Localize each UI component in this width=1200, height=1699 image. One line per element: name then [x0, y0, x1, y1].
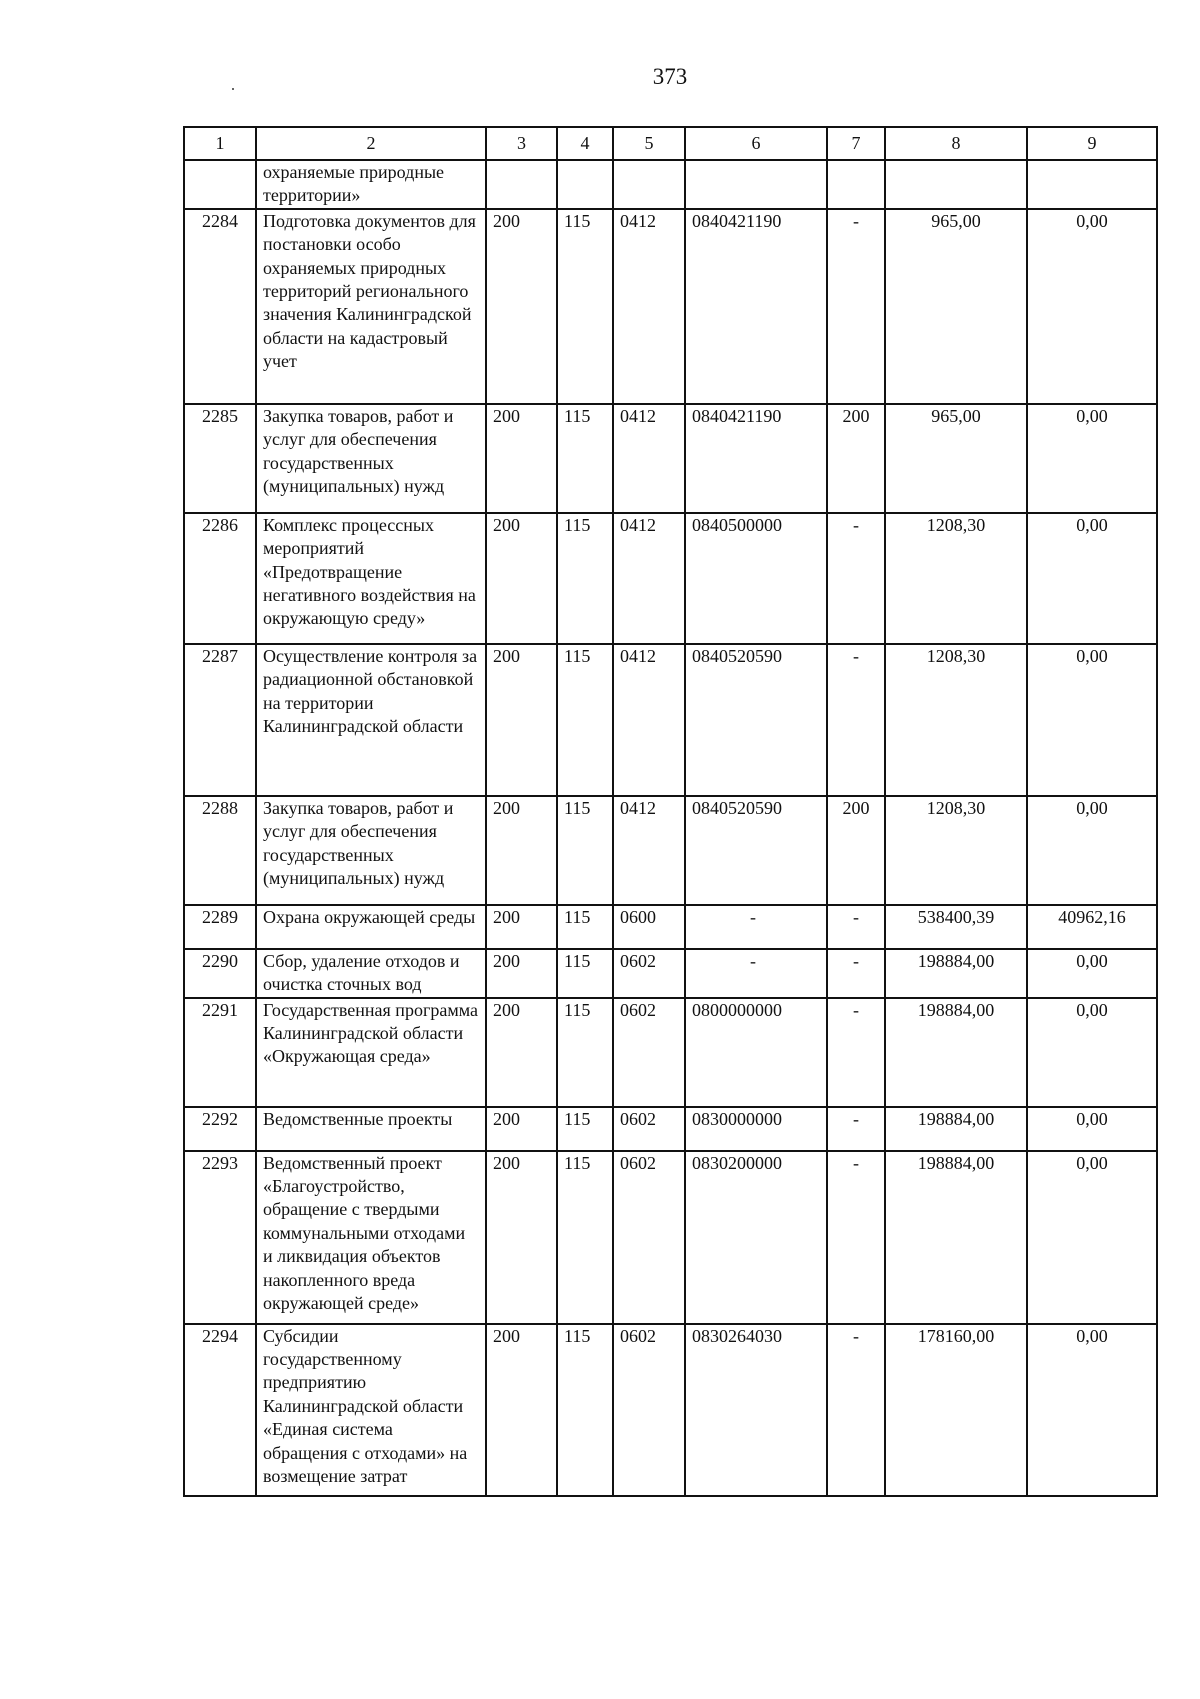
cell-num: 2287: [184, 644, 256, 796]
cell-c5: 0602: [613, 1107, 685, 1151]
table-row: [184, 796, 1157, 905]
cell-c6: 0840421190: [685, 209, 827, 404]
cell-c8: 198884,00: [885, 998, 1027, 1107]
cell-c6: 0830200000: [685, 1151, 827, 1324]
cell-c5: [613, 160, 685, 209]
cell-name: Ведомственный проект «Благоустройство, обращение с твердыми коммунальными отходами и ликвидация объектов накопленного вреда окружающей среде»: [256, 1151, 486, 1324]
cell-c7: -: [827, 513, 885, 644]
table-row: [184, 209, 1157, 404]
cell-c4: 115: [557, 1107, 613, 1151]
cell-c5: 0412: [613, 644, 685, 796]
cell-c8: 965,00: [885, 404, 1027, 513]
cell-c7: -: [827, 998, 885, 1107]
cell-num: 2292: [184, 1107, 256, 1151]
cell-c3: 200: [486, 905, 557, 949]
cell-c6: 0830264030: [685, 1324, 827, 1496]
header-cell-4: 4: [557, 127, 613, 160]
cell-c6: -: [685, 905, 827, 949]
table-row: [184, 404, 1157, 513]
table-row: [184, 513, 1157, 644]
cell-c9: 0,00: [1027, 209, 1157, 404]
cell-c5: 0602: [613, 998, 685, 1107]
cell-c4: 115: [557, 1324, 613, 1496]
table-body: [184, 127, 1157, 1496]
cell-name: Закупка товаров, работ и услуг для обеспечения государственных (муниципальных) нужд: [256, 404, 486, 513]
cell-c6: 0840500000: [685, 513, 827, 644]
header-cell-2: 2: [256, 127, 486, 160]
cell-name: Закупка товаров, работ и услуг для обеспечения государственных (муниципальных) нужд: [256, 796, 486, 905]
cell-num: 2293: [184, 1151, 256, 1324]
cell-c3: [486, 160, 557, 209]
cell-c3: 200: [486, 1107, 557, 1151]
header-row: [184, 127, 1157, 160]
table-row: [184, 1151, 1157, 1324]
header-cell-7: 7: [827, 127, 885, 160]
cell-c8: [885, 160, 1027, 209]
cell-c4: 115: [557, 209, 613, 404]
header-cell-9: 9: [1027, 127, 1157, 160]
table-row: [184, 949, 1157, 998]
cell-c4: 115: [557, 998, 613, 1107]
cell-c6: 0840520590: [685, 644, 827, 796]
cell-name: Субсидии государственному предприятию Калининградской области «Единая система обращения с отходами» на возмещение затрат: [256, 1324, 486, 1496]
cell-c4: [557, 160, 613, 209]
cell-c9: [1027, 160, 1157, 209]
cell-c6: 0840421190: [685, 404, 827, 513]
header-cell-6: 6: [685, 127, 827, 160]
cell-c9: 0,00: [1027, 1151, 1157, 1324]
cell-c8: 198884,00: [885, 949, 1027, 998]
cell-name: Сбор, удаление отходов и очистка сточных вод: [256, 949, 486, 998]
table-row: [184, 160, 1157, 209]
cell-c8: 198884,00: [885, 1107, 1027, 1151]
cell-num: 2288: [184, 796, 256, 905]
cell-c7: -: [827, 1151, 885, 1324]
cell-c4: 115: [557, 513, 613, 644]
cell-c6: 0800000000: [685, 998, 827, 1107]
cell-name: Ведомственные проекты: [256, 1107, 486, 1151]
cell-c3: 200: [486, 949, 557, 998]
cell-c4: 115: [557, 796, 613, 905]
cell-c3: 200: [486, 209, 557, 404]
cell-c9: 0,00: [1027, 404, 1157, 513]
cell-c9: 0,00: [1027, 1107, 1157, 1151]
cell-c5: 0602: [613, 949, 685, 998]
cell-c3: 200: [486, 513, 557, 644]
cell-c8: 965,00: [885, 209, 1027, 404]
cell-name: Осуществление контроля за радиационной обстановкой на территории Калининградской области: [256, 644, 486, 796]
cell-c4: 115: [557, 644, 613, 796]
table-row: [184, 998, 1157, 1107]
cell-c7: -: [827, 209, 885, 404]
header-cell-1: 1: [184, 127, 256, 160]
cell-c3: 200: [486, 796, 557, 905]
cell-c4: 115: [557, 949, 613, 998]
cell-name: охраняемые природные территории»: [256, 160, 486, 209]
table-row: [184, 1107, 1157, 1151]
cell-num: 2291: [184, 998, 256, 1107]
cell-num: 2284: [184, 209, 256, 404]
header-cell-5: 5: [613, 127, 685, 160]
cell-name: Государственная программа Калининградской области «Окружающая среда»: [256, 998, 486, 1107]
cell-name: Подготовка документов для постановки особо охраняемых природных территорий регионального значения Калининградской области на кадастровый учет: [256, 209, 486, 404]
scan-speck: [232, 88, 234, 90]
cell-name: Охрана окружающей среды: [256, 905, 486, 949]
cell-c8: 1208,30: [885, 796, 1027, 905]
cell-c5: 0602: [613, 1151, 685, 1324]
cell-c6: 0830000000: [685, 1107, 827, 1151]
cell-num: 2286: [184, 513, 256, 644]
cell-c6: -: [685, 949, 827, 998]
cell-c4: 115: [557, 1151, 613, 1324]
cell-c9: 0,00: [1027, 949, 1157, 998]
cell-num: 2290: [184, 949, 256, 998]
cell-c7: -: [827, 1324, 885, 1496]
cell-c9: 0,00: [1027, 1324, 1157, 1496]
cell-c9: 0,00: [1027, 513, 1157, 644]
cell-c3: 200: [486, 1151, 557, 1324]
cell-c9: 0,00: [1027, 998, 1157, 1107]
cell-c7: -: [827, 1107, 885, 1151]
cell-c5: 0412: [613, 513, 685, 644]
cell-c4: 115: [557, 905, 613, 949]
cell-c3: 200: [486, 644, 557, 796]
table-row: [184, 644, 1157, 796]
cell-c8: 1208,30: [885, 513, 1027, 644]
cell-c8: 538400,39: [885, 905, 1027, 949]
cell-c7: 200: [827, 796, 885, 905]
cell-c3: 200: [486, 998, 557, 1107]
cell-c9: 40962,16: [1027, 905, 1157, 949]
cell-num: [184, 160, 256, 209]
cell-c7: -: [827, 949, 885, 998]
cell-c6: [685, 160, 827, 209]
cell-c5: 0602: [613, 1324, 685, 1496]
header-cell-8: 8: [885, 127, 1027, 160]
cell-c5: 0412: [613, 404, 685, 513]
table-row: [184, 905, 1157, 949]
cell-c5: 0412: [613, 209, 685, 404]
cell-c8: 178160,00: [885, 1324, 1027, 1496]
cell-c6: 0840520590: [685, 796, 827, 905]
cell-c5: 0600: [613, 905, 685, 949]
page-number: 373: [652, 64, 688, 89]
cell-c8: 198884,00: [885, 1151, 1027, 1324]
cell-num: 2285: [184, 404, 256, 513]
cell-c9: 0,00: [1027, 644, 1157, 796]
cell-c4: 115: [557, 404, 613, 513]
cell-c3: 200: [486, 404, 557, 513]
cell-c7: 200: [827, 404, 885, 513]
cell-num: 2294: [184, 1324, 256, 1496]
cell-c5: 0412: [613, 796, 685, 905]
cell-c7: -: [827, 905, 885, 949]
cell-num: 2289: [184, 905, 256, 949]
cell-c7: -: [827, 644, 885, 796]
table-row: [184, 1324, 1157, 1496]
cell-name: Комплекс процессных мероприятий «Предотвращение негативного воздействия на окружающую среду»: [256, 513, 486, 644]
cell-c7: [827, 160, 885, 209]
budget-table: [183, 126, 1158, 1497]
cell-c8: 1208,30: [885, 644, 1027, 796]
cell-c3: 200: [486, 1324, 557, 1496]
header-cell-3: 3: [486, 127, 557, 160]
cell-c9: 0,00: [1027, 796, 1157, 905]
